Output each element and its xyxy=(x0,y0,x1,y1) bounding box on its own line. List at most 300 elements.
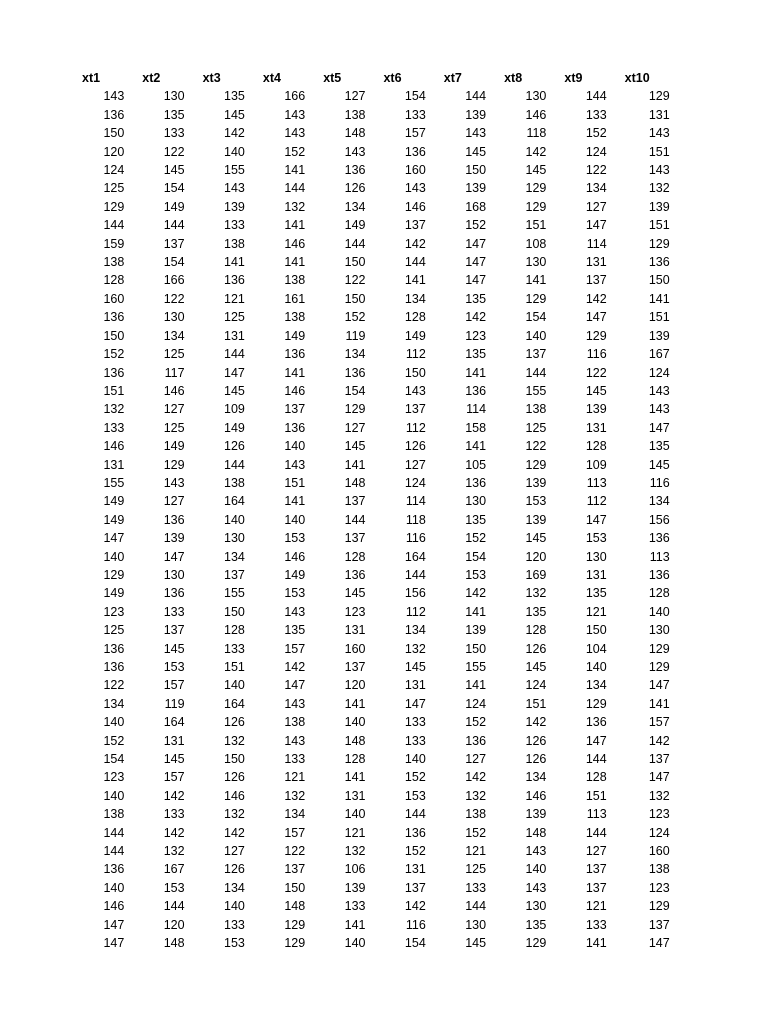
table-cell: 137 xyxy=(404,402,426,417)
table-cell: 169 xyxy=(525,567,547,582)
table-cell: 126 xyxy=(224,439,245,454)
table-cell: 136 xyxy=(163,586,185,601)
table-cell: 145 xyxy=(585,383,607,398)
table-cell: 131 xyxy=(344,623,366,638)
table-cell: 129 xyxy=(344,402,366,417)
table-cell: 147 xyxy=(648,936,670,951)
table-cell: 140 xyxy=(344,807,366,822)
table-cell: 133 xyxy=(585,917,607,932)
table-cell: 127 xyxy=(344,89,366,104)
table-cell: 142 xyxy=(163,825,185,840)
table-cell: 140 xyxy=(344,936,366,951)
table-cell: 141 xyxy=(344,917,366,932)
table-cell: 117 xyxy=(164,365,185,380)
table-row xyxy=(82,198,670,216)
table-cell: 126 xyxy=(525,752,547,767)
table-cell: 138 xyxy=(284,310,306,325)
table-cell: 157 xyxy=(163,678,185,693)
table-row xyxy=(82,87,670,105)
table-cell: 149 xyxy=(344,218,366,233)
table-cell: 157 xyxy=(404,126,426,141)
table-cell: 125 xyxy=(103,623,125,638)
table-cell: 147 xyxy=(404,696,426,711)
table-cell: 126 xyxy=(525,733,547,748)
table-cell: 142 xyxy=(525,715,547,730)
table-cell: 141 xyxy=(465,439,487,454)
table-row xyxy=(82,511,670,529)
table-cell: 140 xyxy=(525,862,547,877)
table-cell: 122 xyxy=(344,273,366,288)
table-cell: 132 xyxy=(465,788,487,803)
table-cell: 131 xyxy=(404,678,426,693)
table-cell: 159 xyxy=(103,236,125,251)
column-header-xt2: xt2 xyxy=(142,71,161,85)
table-cell: 144 xyxy=(525,365,547,380)
table-cell: 129 xyxy=(585,328,607,343)
table-cell: 148 xyxy=(344,475,366,490)
table-cell: 150 xyxy=(224,752,245,767)
table-cell: 108 xyxy=(525,236,547,251)
table-cell: 129 xyxy=(648,641,670,656)
table-cell: 133 xyxy=(163,126,185,141)
table-cell: 136 xyxy=(103,641,125,656)
table-cell: 138 xyxy=(224,236,245,251)
table-cell: 138 xyxy=(103,255,125,270)
table-cell: 139 xyxy=(525,807,547,822)
table-cell: 147 xyxy=(103,531,125,546)
table-cell: 123 xyxy=(648,880,670,895)
table-cell: 125 xyxy=(163,347,185,362)
table-cell: 138 xyxy=(284,273,306,288)
table-cell: 130 xyxy=(525,89,547,104)
table-row xyxy=(82,879,670,897)
table-cell: 133 xyxy=(344,899,366,914)
table-cell: 141 xyxy=(284,255,306,270)
table-row xyxy=(82,456,670,474)
table-cell: 143 xyxy=(525,880,547,895)
table-cell: 116 xyxy=(405,917,426,932)
table-cell: 141 xyxy=(525,273,547,288)
table-cell: 132 xyxy=(284,199,306,214)
table-cell: 145 xyxy=(224,107,245,122)
table-cell: 123 xyxy=(648,807,670,822)
table-cell: 155 xyxy=(224,586,245,601)
table-cell: 141 xyxy=(344,770,366,785)
table-cell: 150 xyxy=(344,255,366,270)
table-cell: 134 xyxy=(284,807,306,822)
table-row xyxy=(82,548,670,566)
table-cell: 137 xyxy=(525,347,547,362)
table-cell: 150 xyxy=(224,604,245,619)
table-cell: 133 xyxy=(163,604,185,619)
table-cell: 143 xyxy=(224,181,245,196)
table-cell: 130 xyxy=(465,494,487,509)
table-cell: 149 xyxy=(103,494,125,509)
table-cell: 160 xyxy=(404,163,426,178)
table-cell: 121 xyxy=(585,604,607,619)
table-cell: 140 xyxy=(344,715,366,730)
table-row xyxy=(82,308,670,326)
table-cell: 128 xyxy=(103,273,125,288)
table-cell: 152 xyxy=(404,844,426,859)
table-cell: 128 xyxy=(224,623,245,638)
table-cell: 139 xyxy=(465,107,487,122)
table-cell: 146 xyxy=(103,439,125,454)
table-cell: 132 xyxy=(648,788,670,803)
table-cell: 134 xyxy=(648,494,670,509)
table-cell: 151 xyxy=(648,144,670,159)
table-cell: 122 xyxy=(163,291,185,306)
table-cell: 147 xyxy=(648,770,670,785)
table-cell: 141 xyxy=(284,365,306,380)
table-cell: 152 xyxy=(103,733,125,748)
table-cell: 129 xyxy=(163,457,185,472)
table-cell: 147 xyxy=(585,512,607,527)
table-cell: 139 xyxy=(163,531,185,546)
table-cell: 141 xyxy=(284,218,306,233)
table-cell: 123 xyxy=(465,328,487,343)
table-cell: 141 xyxy=(284,163,306,178)
table-cell: 126 xyxy=(344,181,366,196)
table-cell: 147 xyxy=(585,733,607,748)
table-cell: 136 xyxy=(465,383,487,398)
table-cell: 130 xyxy=(163,310,185,325)
table-cell: 142 xyxy=(585,291,607,306)
table-cell: 150 xyxy=(648,273,670,288)
table-cell: 146 xyxy=(404,199,426,214)
table-cell: 145 xyxy=(163,163,185,178)
table-cell: 129 xyxy=(525,181,547,196)
table-cell: 137 xyxy=(648,917,670,932)
table-row xyxy=(82,419,670,437)
table-cell: 133 xyxy=(284,752,306,767)
table-cell: 133 xyxy=(224,218,245,233)
table-cell: 133 xyxy=(585,107,607,122)
table-cell: 145 xyxy=(465,144,487,159)
table-cell: 141 xyxy=(224,255,245,270)
table-cell: 133 xyxy=(404,733,426,748)
table-cell: 133 xyxy=(224,917,245,932)
table-cell: 112 xyxy=(405,420,426,435)
table-cell: 126 xyxy=(404,439,426,454)
table-cell: 140 xyxy=(103,715,125,730)
table-cell: 129 xyxy=(648,236,670,251)
table-cell: 131 xyxy=(648,107,670,122)
column-header-xt1: xt1 xyxy=(82,71,101,85)
table-cell: 153 xyxy=(284,531,306,546)
table-cell: 166 xyxy=(163,273,185,288)
table-cell: 125 xyxy=(103,181,125,196)
table-cell: 151 xyxy=(648,218,670,233)
table-cell: 157 xyxy=(284,825,306,840)
table-row xyxy=(82,345,670,363)
table-cell: 155 xyxy=(103,475,125,490)
table-cell: 125 xyxy=(224,310,245,325)
table-cell: 138 xyxy=(648,862,670,877)
table-cell: 143 xyxy=(284,126,306,141)
table-cell: 164 xyxy=(163,715,185,730)
table-cell: 118 xyxy=(405,512,426,527)
table-cell: 129 xyxy=(525,291,547,306)
table-cell: 149 xyxy=(284,567,306,582)
table-cell: 136 xyxy=(103,862,125,877)
table-cell: 160 xyxy=(344,641,366,656)
table-cell: 132 xyxy=(103,402,125,417)
header-row xyxy=(82,69,670,87)
table-cell: 150 xyxy=(585,623,607,638)
table-cell: 146 xyxy=(163,383,185,398)
table-cell: 133 xyxy=(404,107,426,122)
table-row xyxy=(82,529,670,547)
table-cell: 145 xyxy=(163,752,185,767)
table-cell: 113 xyxy=(586,807,607,822)
table-cell: 167 xyxy=(648,347,670,362)
table-cell: 143 xyxy=(648,383,670,398)
table-cell: 138 xyxy=(344,107,366,122)
table-cell: 131 xyxy=(404,862,426,877)
table-cell: 130 xyxy=(224,531,245,546)
table-cell: 135 xyxy=(525,917,547,932)
table-cell: 148 xyxy=(163,936,185,951)
table-cell: 132 xyxy=(163,844,185,859)
table-cell: 135 xyxy=(284,623,306,638)
table-cell: 132 xyxy=(404,641,426,656)
table-cell: 136 xyxy=(465,733,487,748)
table-cell: 144 xyxy=(103,218,125,233)
table-cell: 154 xyxy=(525,310,547,325)
table-cell: 140 xyxy=(103,880,125,895)
table-cell: 140 xyxy=(224,678,245,693)
table-cell: 144 xyxy=(103,825,125,840)
table-cell: 151 xyxy=(648,310,670,325)
table-cell: 150 xyxy=(284,880,306,895)
table-cell: 131 xyxy=(585,255,607,270)
table-cell: 145 xyxy=(344,439,366,454)
table-cell: 132 xyxy=(224,733,245,748)
table-cell: 147 xyxy=(585,310,607,325)
table-cell: 124 xyxy=(103,163,125,178)
table-cell: 140 xyxy=(103,788,125,803)
table-cell: 141 xyxy=(344,457,366,472)
table-cell: 134 xyxy=(224,549,245,564)
table-cell: 131 xyxy=(163,733,185,748)
table-cell: 151 xyxy=(284,475,306,490)
table-cell: 147 xyxy=(648,420,670,435)
table-cell: 134 xyxy=(224,880,245,895)
table-cell: 133 xyxy=(163,807,185,822)
table-cell: 143 xyxy=(284,107,306,122)
table-cell: 130 xyxy=(648,623,670,638)
table-cell: 142 xyxy=(224,126,245,141)
table-cell: 156 xyxy=(648,512,670,527)
table-cell: 135 xyxy=(525,604,547,619)
column-header-xt9: xt9 xyxy=(564,71,583,85)
table-cell: 141 xyxy=(465,678,487,693)
table-cell: 143 xyxy=(648,126,670,141)
table-cell: 127 xyxy=(163,402,185,417)
table-cell: 125 xyxy=(163,420,185,435)
table-cell: 124 xyxy=(648,825,670,840)
table-cell: 129 xyxy=(648,899,670,914)
table-row xyxy=(82,437,670,455)
table-row xyxy=(82,750,670,768)
table-cell: 120 xyxy=(525,549,547,564)
table-cell: 146 xyxy=(525,788,547,803)
table-cell: 128 xyxy=(404,310,426,325)
table-cell: 120 xyxy=(344,678,366,693)
table-cell: 104 xyxy=(585,641,607,656)
table-cell: 127 xyxy=(163,494,185,509)
table-cell: 139 xyxy=(585,402,607,417)
table-cell: 124 xyxy=(465,696,487,711)
table-cell: 154 xyxy=(163,181,185,196)
table-cell: 134 xyxy=(585,181,607,196)
table-cell: 154 xyxy=(163,255,185,270)
table-cell: 128 xyxy=(525,623,547,638)
table-cell: 149 xyxy=(224,420,245,435)
table-cell: 137 xyxy=(585,862,607,877)
table-cell: 144 xyxy=(404,567,426,582)
table-row xyxy=(82,364,670,382)
table-cell: 148 xyxy=(284,899,306,914)
table-cell: 137 xyxy=(163,236,185,251)
table-cell: 141 xyxy=(648,696,670,711)
table-cell: 154 xyxy=(404,936,426,951)
table-cell: 152 xyxy=(284,144,306,159)
table-cell: 146 xyxy=(284,549,306,564)
table-cell: 135 xyxy=(224,89,245,104)
table-row xyxy=(82,658,670,676)
table-cell: 112 xyxy=(586,494,607,509)
table-cell: 121 xyxy=(284,770,306,785)
table-cell: 139 xyxy=(465,181,487,196)
table-cell: 114 xyxy=(586,236,607,251)
table-cell: 141 xyxy=(465,365,487,380)
table-cell: 137 xyxy=(224,567,245,582)
table-cell: 144 xyxy=(465,899,487,914)
table-cell: 138 xyxy=(525,402,547,417)
table-cell: 120 xyxy=(163,917,185,932)
table-cell: 142 xyxy=(163,788,185,803)
table-cell: 134 xyxy=(404,291,426,306)
table-row xyxy=(82,732,670,750)
table-cell: 136 xyxy=(163,512,185,527)
table-cell: 124 xyxy=(404,475,426,490)
table-row xyxy=(82,603,670,621)
table-cell: 140 xyxy=(224,144,245,159)
table-cell: 140 xyxy=(224,512,245,527)
table-cell: 114 xyxy=(405,494,426,509)
table-cell: 153 xyxy=(224,936,245,951)
table-cell: 144 xyxy=(163,218,185,233)
table-row xyxy=(82,216,670,234)
table-cell: 150 xyxy=(103,328,125,343)
table-row xyxy=(82,640,670,658)
table-cell: 145 xyxy=(163,641,185,656)
table-cell: 144 xyxy=(224,457,245,472)
table-cell: 140 xyxy=(404,752,426,767)
table-cell: 143 xyxy=(648,163,670,178)
table-cell: 147 xyxy=(163,549,185,564)
table-cell: 150 xyxy=(344,291,366,306)
table-cell: 128 xyxy=(648,586,670,601)
table-cell: 141 xyxy=(585,936,607,951)
table-row xyxy=(82,235,670,253)
table-cell: 144 xyxy=(404,255,426,270)
table-row xyxy=(82,474,670,492)
table-cell: 136 xyxy=(103,660,125,674)
table-cell: 155 xyxy=(525,383,547,398)
table-cell: 143 xyxy=(163,475,185,490)
table-cell: 152 xyxy=(465,531,487,546)
table-cell: 120 xyxy=(103,144,125,159)
table-cell: 153 xyxy=(163,660,185,674)
table-cell: 138 xyxy=(465,807,487,822)
table-cell: 140 xyxy=(103,549,125,564)
column-header-xt5: xt5 xyxy=(323,71,342,85)
table-cell: 166 xyxy=(284,89,306,104)
table-cell: 152 xyxy=(103,347,125,362)
table-cell: 127 xyxy=(585,844,607,859)
table-cell: 145 xyxy=(465,936,487,951)
table-cell: 144 xyxy=(163,899,185,914)
table-cell: 135 xyxy=(648,439,670,454)
table-cell: 126 xyxy=(224,770,245,785)
table-cell: 142 xyxy=(525,144,547,159)
table-cell: 134 xyxy=(525,770,547,785)
table-row xyxy=(82,934,670,952)
table-cell: 134 xyxy=(404,623,426,638)
table-cell: 122 xyxy=(103,678,125,693)
table-cell: 158 xyxy=(465,420,487,435)
table-cell: 136 xyxy=(585,715,607,730)
table-cell: 153 xyxy=(465,567,487,582)
table-row xyxy=(82,897,670,915)
table-cell: 128 xyxy=(585,439,607,454)
table-cell: 145 xyxy=(344,586,366,601)
table-cell: 154 xyxy=(404,89,426,104)
table-cell: 136 xyxy=(103,310,125,325)
table-cell: 127 xyxy=(465,752,487,767)
table-cell: 145 xyxy=(525,660,547,674)
table-cell: 142 xyxy=(284,660,306,674)
column-header-xt6: xt6 xyxy=(383,71,402,85)
table-cell: 135 xyxy=(465,291,487,306)
table-cell: 137 xyxy=(284,862,306,877)
table-cell: 155 xyxy=(224,163,245,178)
table-cell: 129 xyxy=(284,936,306,951)
table-cell: 151 xyxy=(585,788,607,803)
table-cell: 154 xyxy=(465,549,487,564)
table-cell: 137 xyxy=(585,880,607,895)
table-cell: 147 xyxy=(585,218,607,233)
table-cell: 137 xyxy=(648,752,670,767)
table-cell: 116 xyxy=(405,531,426,546)
table-cell: 140 xyxy=(585,660,607,674)
table-cell: 121 xyxy=(224,291,245,306)
table-row xyxy=(82,400,670,418)
table-cell: 124 xyxy=(585,144,607,159)
table-cell: 151 xyxy=(525,696,547,711)
table-cell: 124 xyxy=(648,365,670,380)
table-cell: 167 xyxy=(163,862,185,877)
table-cell: 142 xyxy=(465,586,487,601)
table-cell: 139 xyxy=(648,328,670,343)
table-row xyxy=(82,713,670,731)
table-cell: 122 xyxy=(585,163,607,178)
table-row xyxy=(82,695,670,713)
table-cell: 126 xyxy=(224,862,245,877)
